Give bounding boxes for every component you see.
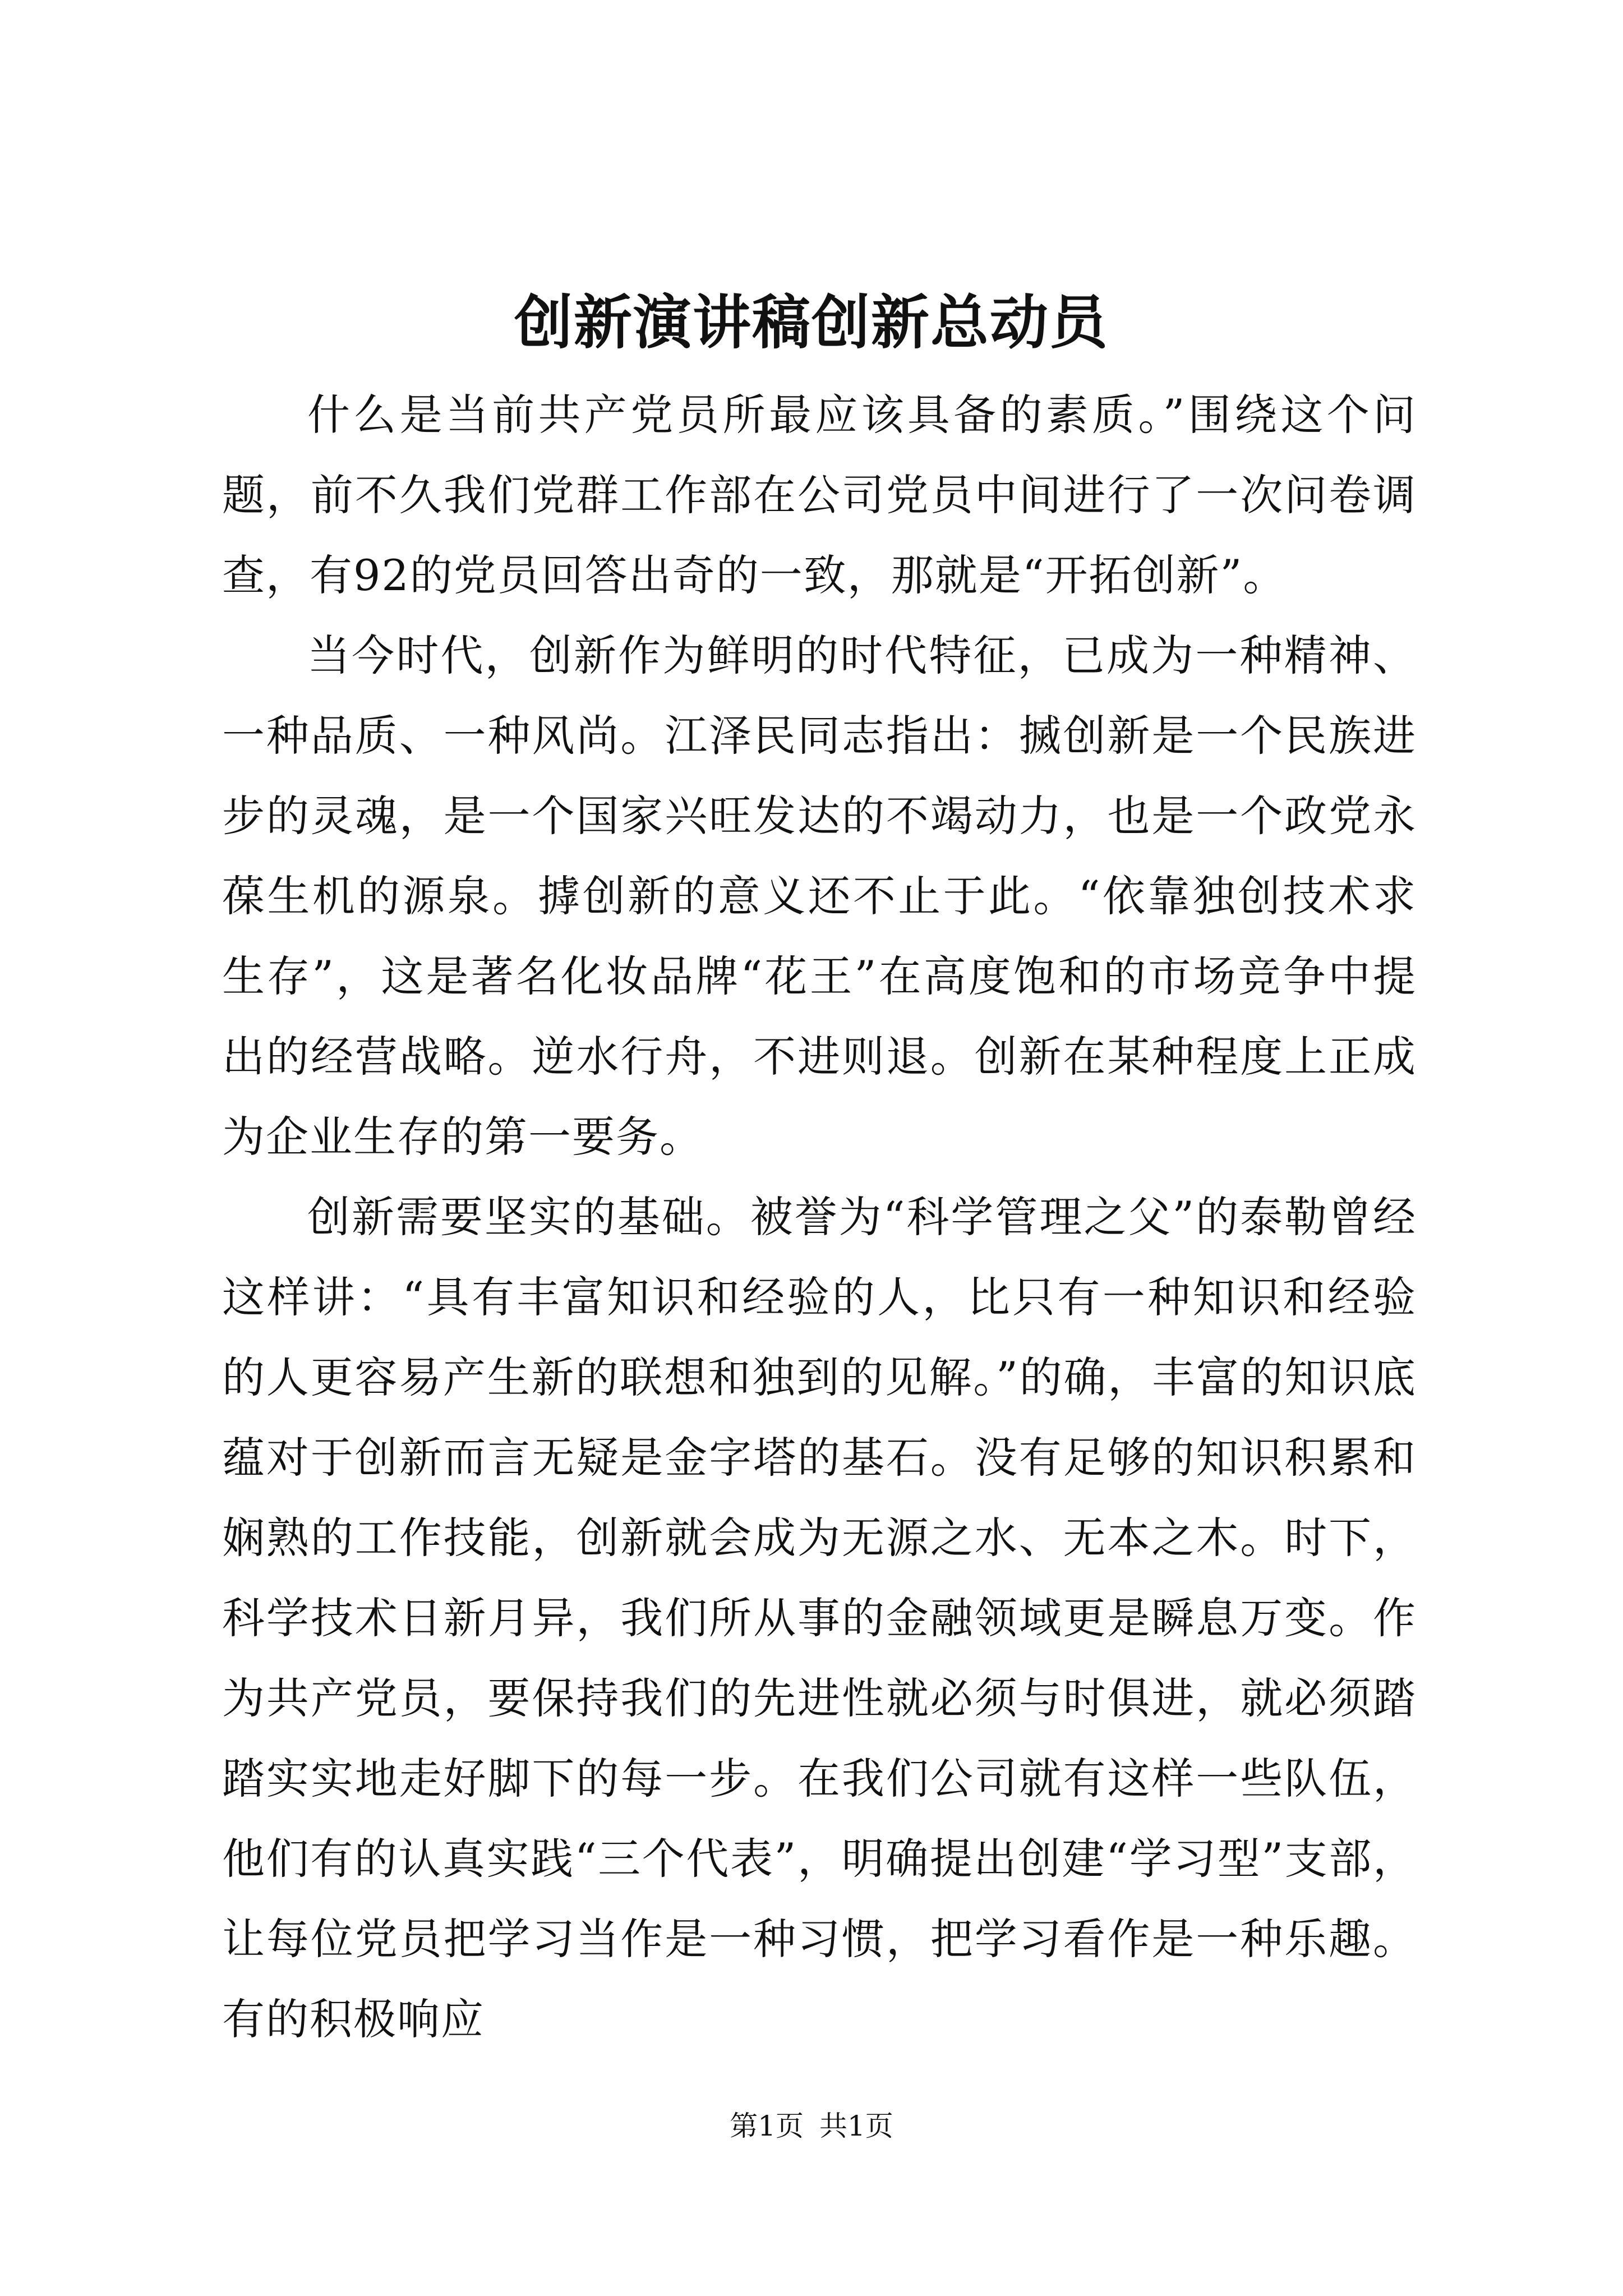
- document-title: 创新演讲稿创新总动员: [514, 288, 1109, 357]
- document-body: [222, 375, 1417, 2059]
- page-total: 共1页: [819, 2110, 893, 2142]
- paragraph-3: 创新需要坚实的基础。被誉为“科学管理之父”的泰勒曾经这样讲：“具有丰富知识和经验的人，比只有一种知识和经验的人更容易产生新的联想和独到的见解。”的确，丰富的知识底蕴对于创新而言无疑是金字塔的基石。没有足够的知识积累和娴熟的工作技能，创新就会成为无源之水、无本之木。时下，科学技术日新月异，我们所从事的金融领域更是瞬息万变。作为共产党员，要保持我们的先进性就必须与时俱进，就必须踏踏实实地走好脚下的每一步。在我们公司就有这样一些队伍，他们有的认真实践“三个代表”，明确提出创建“学习型”支部，让每位党员把学习当作是一种习惯，把学习看作是一种乐趣。有的积极响应: [222, 1192, 1417, 2044]
- page-footer: [0, 2106, 1623, 2146]
- page-number: 第1页: [730, 2110, 804, 2142]
- paragraph-2: 当今时代，创新作为鲜明的时代特征，已成为一种精神、一种品质、一种风尚。江泽民同志指出：搣创新是一个民族进步的灵魂，是一个国家兴旺发达的不竭动力，也是一个政党永葆生机的源泉。摢创新的意义还不止于此。“依靠独创技术求生存”，这是著名化妆品牌“花王”在高度饱和的市场竞争中提出的经营战略。逆水行舟，不进则退。创新在某种程度上正成为企业生存的第一要务。: [222, 631, 1417, 1162]
- paragraph-1: 什么是当前共产党员所最应该具备的素质。”围绕这个问题，前不久我们党群工作部在公司党员中间进行了一次问卷调查，有92的党员回答出奇的一致，那就是“开拓创新”。: [222, 390, 1417, 600]
